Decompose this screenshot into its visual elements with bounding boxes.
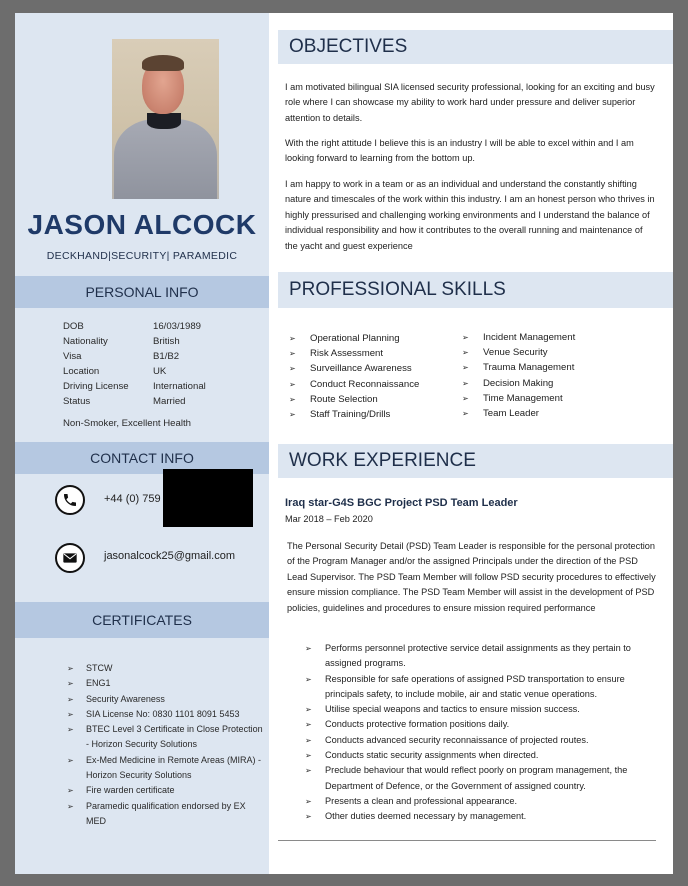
certificates-heading: CERTIFICATES [15, 602, 269, 638]
list-item: ➢ Conduct Reconnaissance [289, 377, 419, 392]
duties-list [305, 641, 659, 825]
email-address[interactable]: jasonalcock25@gmail.com [104, 550, 236, 562]
job-dates: Mar 2018 – Feb 2020 [285, 514, 373, 524]
list-item: ➢ Decision Making [462, 376, 575, 391]
job-summary: The Personal Security Detail (PSD) Team Leader is responsible for the personal protection of the Program Manager and/or the assigned Principals under the direction of the PSD Lead Supervisor. The PSD Team Member will follow PSD security procedures to effectively ensure mission compliance. The PSD Team Member will assist in the development of PSD policies, guidelines and procedures to ensure mission required performance [287, 541, 656, 613]
list-item: ➢ BTEC Level 3 Certificate in Close Protection - Horizon Security Solutions [67, 722, 268, 753]
info-value: British [153, 336, 180, 347]
info-label: DOB [63, 321, 84, 332]
list-item: ➢ Conducts static security assignments when directed. [305, 748, 659, 763]
info-label: Visa [63, 351, 82, 362]
list-item: ➢ Security Awareness [67, 692, 268, 707]
list-item: ➢ Presents a clean and professional appearance. [305, 794, 659, 809]
list-item: ➢ SIA License No: 0830 1101 8091 5453 [67, 707, 268, 722]
info-value: International [153, 381, 206, 392]
profile-photo [112, 39, 219, 199]
health-note: Non-Smoker, Excellent Health [63, 418, 191, 429]
list-item: ➢ Utilise special weapons and tactics to ensure mission success. [305, 702, 659, 717]
professional-skills-heading: PROFESSIONAL SKILLS [278, 272, 673, 308]
certificates-list [67, 661, 268, 829]
info-label: Nationality [63, 336, 108, 347]
list-item: ➢ Performs personnel protective service detail assignments as they pertain to assigned programs. [305, 641, 659, 672]
redaction-block [163, 469, 253, 527]
list-item: ➢ ENG1 [67, 676, 268, 691]
list-item: ➢ Paramedic qualification endorsed by EX MED [67, 799, 268, 830]
info-value: UK [153, 366, 167, 377]
list-item: ➢ Venue Security [462, 345, 575, 360]
info-value: 16/03/1989 [153, 321, 202, 332]
resume-page [15, 13, 673, 874]
list-item: ➢ Preclude behaviour that would reflect poorly on program management, the Department of Defence, or the Government of assigned country. [305, 763, 659, 794]
list-item: ➢ Operational Planning [289, 331, 419, 346]
list-item: ➢ Surveillance Awareness [289, 361, 419, 376]
objective-paragraph: I am motivated bilingual SIA licensed security professional, looking for an exciting and busy role where I can showcase my ability to work hard under pressure and deliver superior attention to details. [285, 82, 655, 123]
sidebar [15, 13, 269, 874]
list-item: ➢ Trauma Management [462, 360, 575, 375]
objective-paragraph: With the right attitude I believe this is an industry I will be able to excel within and I am looking forward to learning from the bottom up. [285, 138, 634, 164]
job-title: Iraq star-G4S BGC Project PSD Team Leader [285, 497, 518, 509]
objective-paragraph: I am happy to work in a team or as an individual and understand the constantly shifting nature and timescales of the work within this industry. I am an honest person who thrives in highly pressurised and challenging working environments and I understand the balance of individual responsibility and how it contributes to the overall running and maintenance of the yacht and guest experience [285, 179, 655, 251]
skills-list-right [462, 330, 575, 421]
info-label: Status [63, 396, 91, 407]
list-item: ➢ Team Leader [462, 406, 575, 421]
envelope-icon [55, 543, 85, 573]
list-item: ➢ Responsible for safe operations of assigned PSD transportation to ensure principals safety, to include mobile, air and static venue operations. [305, 672, 659, 703]
work-experience-heading: WORK EXPERIENCE [278, 444, 673, 478]
candidate-name: JASON ALCOCK [27, 209, 257, 240]
info-label: Driving License [63, 381, 129, 392]
list-item: ➢ Conducts protective formation positions daily. [305, 717, 659, 732]
info-value: Married [153, 396, 186, 407]
divider [278, 840, 656, 841]
list-item: ➢ Incident Management [462, 330, 575, 345]
list-item: ➢ Risk Assessment [289, 346, 419, 361]
list-item: ➢ Route Selection [289, 392, 419, 407]
list-item: ➢ Ex-Med Medicine in Remote Areas (MIRA) - Horizon Security Solutions [67, 753, 268, 784]
list-item: ➢ Conducts advanced security reconnaissance of projected routes. [305, 733, 659, 748]
list-item: ➢ Time Management [462, 391, 575, 406]
info-label: Location [63, 366, 100, 377]
list-item: ➢ Other duties deemed necessary by management. [305, 809, 659, 824]
list-item: ➢ Staff Training/Drills [289, 407, 419, 422]
skills-list-left [289, 331, 419, 422]
list-item: ➢ STCW [67, 661, 268, 676]
phone-number[interactable]: +44 (0) 759 [104, 493, 161, 505]
candidate-tagline: DECKHAND|SECURITY| PARAMEDIC [46, 250, 238, 262]
info-value: B1/B2 [153, 351, 180, 362]
objectives-heading: OBJECTIVES [278, 30, 673, 64]
list-item: ➢ Fire warden certificate [67, 783, 268, 798]
phone-icon [55, 485, 85, 515]
contact-info-heading: CONTACT INFO [15, 442, 269, 474]
personal-info-heading: PERSONAL INFO [15, 276, 269, 308]
